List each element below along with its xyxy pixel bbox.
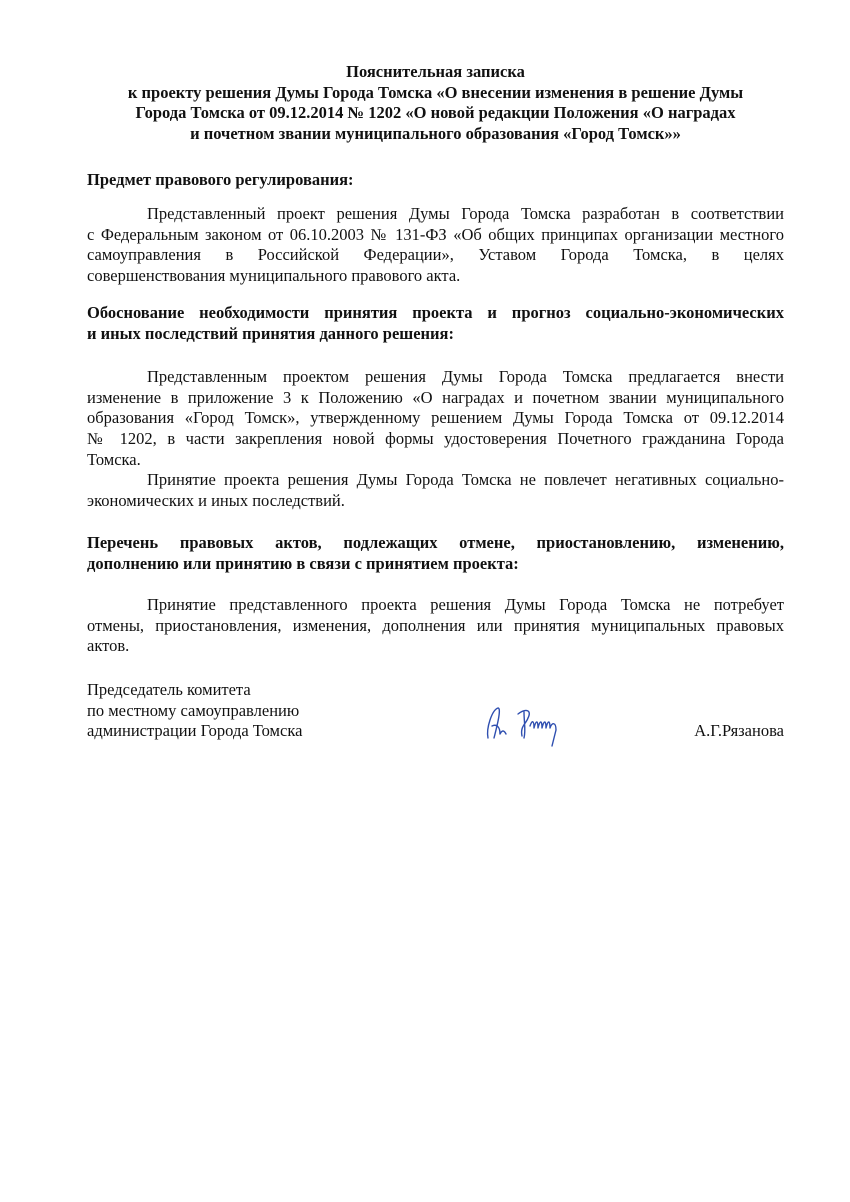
section2-paragraph [87, 367, 784, 512]
text-line: самоуправления в Российской Федерации», Уставом Города Томска, в целях [87, 245, 784, 265]
section3-heading [87, 533, 784, 574]
heading-line: дополнению или принятию в связи с принятием проекта: [87, 553, 519, 573]
text-line: Томска. [87, 449, 141, 469]
title-line: к проекту решения Думы Города Томска «О внесении изменения в решение Думы [127, 82, 744, 102]
text-line: Принятие представленного проекта решения Думы Города Томска не потребует [147, 595, 784, 614]
section3-paragraph [87, 595, 784, 657]
text-line: образования «Город Томск», утвержденному решением Думы Города Томска от 09.12.2014 [87, 408, 784, 428]
text-line: актов. [87, 636, 130, 656]
text-line: с Федеральным законом от 06.10.2003 № 131-ФЗ «Об общих принципах организации местного [87, 224, 784, 244]
position-line: администрации Города Томска [87, 721, 303, 741]
title-line: Города Томска от 09.12.2014 № 1202 «О новой редакции Положения «О наградах [135, 103, 736, 123]
text-line: Представленным проектом решения Думы Города Томска предлагается внести [147, 367, 784, 386]
handwritten-signature [480, 700, 590, 750]
section1-heading [87, 170, 784, 191]
heading-text: Предмет правового регулирования: [87, 170, 354, 189]
signer-name: А.Г.Рязанова [694, 721, 784, 740]
document-title [87, 62, 784, 145]
section2-heading [87, 303, 784, 344]
heading-line: Перечень правовых актов, подлежащих отмене, приостановлению, изменению, [87, 533, 784, 552]
text-line: совершенствования муниципального правового акта. [87, 266, 461, 286]
signer-position [87, 680, 387, 742]
heading-line: Обоснование необходимости принятия проекта и прогноз социально-экономических [87, 303, 784, 322]
position-line: по местному самоуправлению [87, 700, 300, 720]
text-line: изменение в приложение 3 к Положению «О наградах и почетном звании муниципального [87, 387, 784, 407]
text-line: отмены, приостановления, изменения, дополнения или принятия муниципальных правовых [87, 615, 784, 635]
title-line: Пояснительная записка [346, 62, 525, 81]
title-line: и почетном звании муниципального образования «Город Томск»» [190, 124, 681, 144]
position-line: Председатель комитета [87, 680, 251, 699]
heading-line: и иных последствий принятия данного решения: [87, 323, 454, 343]
text-line: № 1202, в части закрепления новой формы удостоверения Почетного гражданина Города [87, 429, 784, 449]
section1-paragraph [87, 204, 784, 287]
text-line: Представленный проект решения Думы Города Томска разработан в соответствии [147, 204, 784, 223]
text-line: экономических и иных последствий. [87, 491, 345, 511]
text-line: Принятие проекта решения Думы Города Томска не повлечет негативных социально- [147, 470, 784, 490]
